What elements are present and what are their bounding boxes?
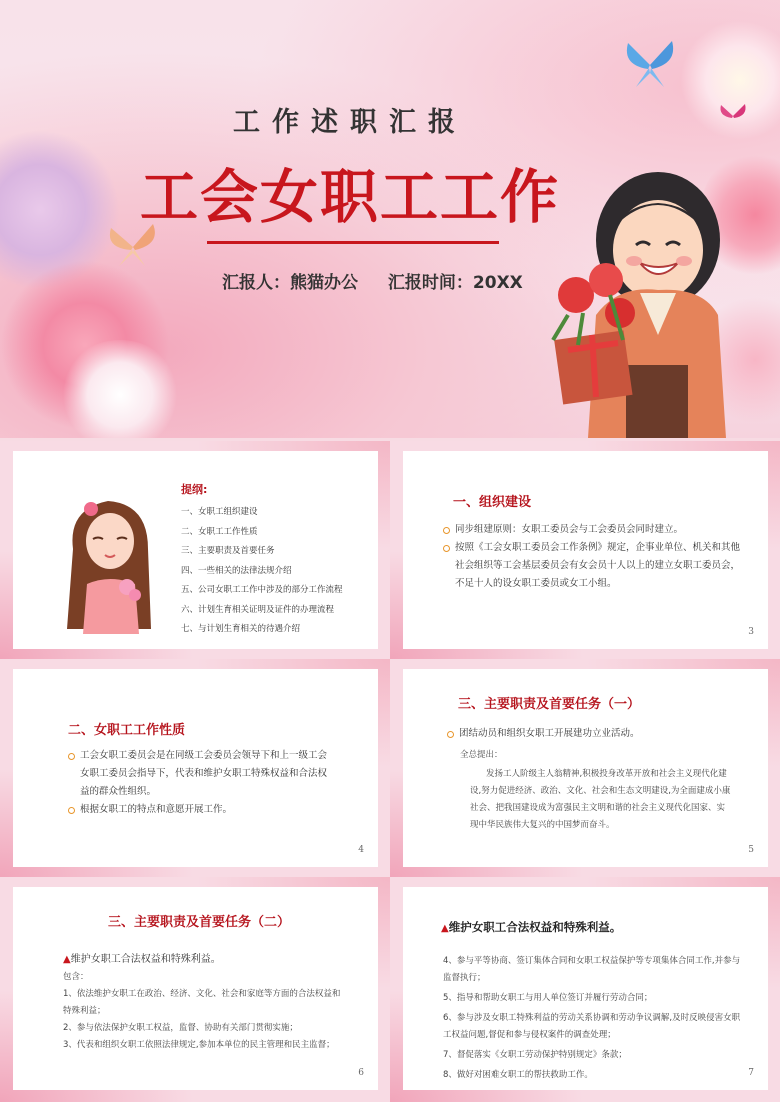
hero-title: 工会女职工工作	[139, 163, 560, 231]
list-item: 7、督促落实《女职工劳动保护特别规定》条款；	[443, 1050, 627, 1060]
outline-heading: 提纲:	[181, 483, 208, 496]
bullet-item: 根据女职工的特点和意愿开展工作。	[68, 801, 328, 819]
slide-heading: 二、女职工工作性质	[68, 723, 186, 738]
label-text: 包含：	[63, 972, 89, 982]
title-divider	[207, 241, 499, 244]
label-text: 全总提出：	[460, 750, 503, 760]
bullet-item: 工会女职工委员会是在同级工会委员会领导下和上一级工会女职工委员会指导下，代表和维护女职工特殊权益和合法权益的群众性组织。	[68, 747, 328, 801]
woman-with-flowers-illustration	[548, 165, 738, 438]
page-number: 5	[748, 845, 754, 855]
triangle-bullet-icon: ▲	[441, 923, 449, 934]
item-list	[63, 986, 343, 1054]
slide-heading	[441, 919, 621, 935]
bullet-item: 同步组建原则：女职工委员会与工会委员会同时建立。	[443, 521, 743, 539]
bullet-item: 按照《工会女职工委员会工作条例》规定，企事业单位、机关和其他社会组织等工会基层委员会有女会员十人以上的建立女职工委员会，不足十人的设女职工委员或女工小组。	[443, 539, 743, 593]
page-number: 4	[358, 845, 364, 855]
reporter-label: 汇报人：熊猫办公	[222, 273, 358, 293]
outline-item: 三、主要职责及首要任务	[181, 546, 275, 556]
sub-heading-text: 维护女职工合法权益和特殊利益。	[70, 954, 221, 965]
outline-item: 六、计划生育相关证明及证件的办理流程	[181, 604, 335, 615]
list-item: 2、参与依法保护女职工权益，监督、协助有关部门贯彻实施；	[63, 1023, 298, 1033]
slide-organization	[390, 441, 780, 659]
slide-card	[403, 887, 768, 1090]
outline-list	[181, 503, 343, 640]
list-item: 8、做好对困难女职工的帮扶救助工作。	[443, 1070, 593, 1080]
list-item: 1、依法维护女职工在政治、经济、文化、社会和家庭等方面的合法权益和特殊利益；	[63, 989, 341, 1016]
cover-slide	[0, 0, 780, 438]
slide-outline	[0, 441, 390, 659]
report-time-label: 汇报时间：20XX	[387, 273, 523, 293]
pink-butterfly-icon	[718, 102, 748, 130]
slide-card	[13, 669, 378, 867]
bullet-item: 团结动员和组织女职工开展建功立业活动。	[447, 725, 747, 743]
outline-item: 四、一些相关的法律法规介绍	[181, 565, 292, 576]
page-number: 7	[748, 1068, 754, 1078]
item-list	[443, 953, 743, 1084]
list-item: 4、参与平等协商、签订集体合同和女职工权益保护等专项集体合同工作,并参与监督执行；	[443, 956, 741, 983]
sub-heading	[63, 950, 221, 965]
slide-heading: 一、组织建设	[453, 495, 532, 510]
outline-item: 二、女职工工作性质	[181, 526, 258, 537]
slide-duties-3	[390, 877, 780, 1102]
slide-heading: 三、主要职责及首要任务（二）	[108, 915, 291, 930]
blue-butterfly-icon	[620, 35, 680, 95]
list-item: 6、参与涉及女职工特殊利益的劳动关系协调和劳动争议调解,及时反映侵害女职工权益问题,督促和参与侵权案件的调查处理；	[443, 1013, 741, 1040]
page-number: 3	[748, 627, 754, 637]
slide-card	[403, 451, 768, 649]
list-item: 5、指导和帮助女职工与用人单位签订并履行劳动合同；	[443, 993, 653, 1003]
slide-card	[13, 887, 378, 1090]
outline-item: 五、公司女职工工作中涉及的部分工作流程	[181, 585, 343, 595]
slide-duties-2	[0, 877, 390, 1102]
slide-heading-text: 维护女职工合法权益和特殊利益。	[448, 920, 622, 934]
bullet-list	[68, 747, 328, 819]
body-text: 发扬工人阶级主人翁精神,积极投身改革开放和社会主义现代化建设,努力促进经济、政治、文化、社会和生态文明建设,为全面建成小康社会、把我国建设成为富强民主文明和谐的社会主义现代化国家、实现中华民族伟大复兴的中国梦而奋斗。	[470, 769, 731, 830]
bullet-list	[443, 521, 743, 593]
outline-item: 一、女职工组织建设	[181, 507, 258, 517]
bullet-list	[447, 725, 747, 743]
slide-card	[403, 669, 768, 867]
list-item: 3、代表和组织女职工依照法律规定,参加本单位的民主管理和民主监督；	[63, 1040, 335, 1050]
hero-subtitle: 工作述职汇报	[233, 107, 467, 138]
outline-item: 七、与计划生育相关的待遇介绍	[181, 624, 301, 634]
slide-work-nature	[0, 659, 390, 877]
slide-heading: 三、主要职责及首要任务（一）	[458, 697, 641, 712]
slide-duties-1	[390, 659, 780, 877]
hero-info	[222, 268, 547, 293]
girl-illustration	[63, 489, 158, 634]
page-number: 6	[358, 1068, 364, 1078]
slide-card	[13, 451, 378, 649]
triangle-bullet-icon: ▲	[63, 954, 71, 965]
